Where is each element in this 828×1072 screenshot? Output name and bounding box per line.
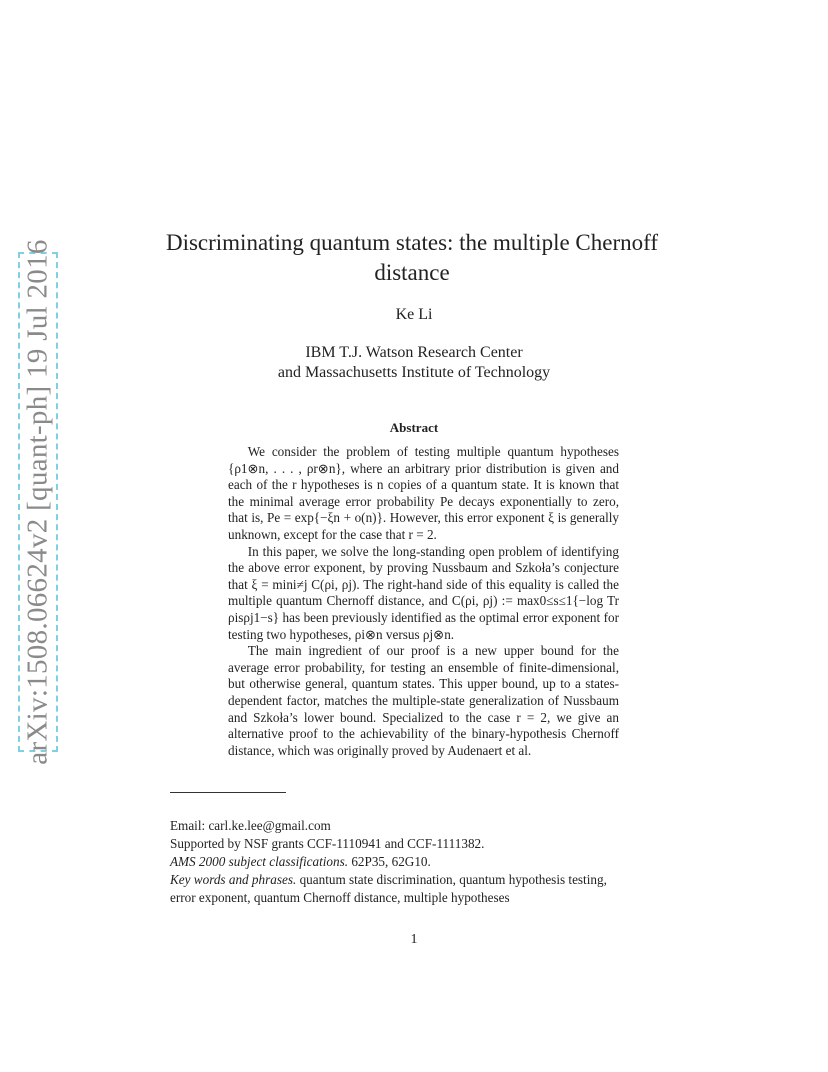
abstract-paragraph-text: The main ingredient of our proof is a new upper bound for the average error probability, for testing an ensemble of finite-dimensional, but otherwise general, quantum states. This upper bound, up to a states-dependent factor, matches the multiple-state generalization of Nussbaum and Szkoła’s lower bound. Specialized to the case r = 2, we give an alternative proof to the achievability of the binary-hypothesis Chernoff distance, which was originally proved by Audenaert et al. <box>228 643 619 758</box>
keywords-line-1: quantum state discrimination, quantum hypothesis testing, <box>296 872 607 887</box>
abstract-paragraph-text: In this paper, we solve the long-standing open problem of identifying the above error exponent, by proving Nussbaum and Szkoła’s conjecture that ξ = mini≠j C(ρi, ρj). The right-hand side of this equality is called the multiple quantum Chernoff distance, and C(ρi, ρj) := max0≤s≤1{−log Tr ρisρj1−s} has been previously identified as the optimal error exponent for testing two hypotheses, ρi⊗n versus ρj⊗n. <box>228 543 619 642</box>
page-number: 1 <box>410 932 418 947</box>
footnote-ams <box>170 853 650 871</box>
footnote-rule <box>170 792 286 793</box>
abstract-heading: Abstract <box>389 420 439 435</box>
footnote-keywords-continued: error exponent, quantum Chernoff distance, multiple hypotheses <box>170 890 510 905</box>
arxiv-side-stamp <box>18 239 58 765</box>
footnotes <box>170 817 650 907</box>
abstract-paragraph <box>228 544 619 644</box>
abstract-paragraph-text: We consider the problem of testing multiple quantum hypotheses {ρ1⊗n, . . . , ρr⊗n}, where an arbitrary prior distribution is given and each of the r hypotheses is n copies of a quantum state. It is known that the minimal average error probability Pe decays exponentially to zero, that is, Pe = exp{−ξn + o(n)}. However, this error exponent ξ is generally unknown, except for the case that r = 2. <box>228 444 619 542</box>
paper-title: Discriminating quantum states: the multiple Chernoff distance <box>165 230 659 285</box>
keywords-label: Key words and phrases. <box>170 872 297 887</box>
author-name: Ke Li <box>395 306 433 323</box>
footnote-email: Email: carl.ke.lee@gmail.com <box>170 818 331 833</box>
footnote-keywords <box>170 871 650 889</box>
affiliation-line-1: IBM T.J. Watson Research Center <box>305 344 523 361</box>
abstract-body <box>228 444 619 759</box>
ams-label: AMS 2000 subject classifications. <box>170 854 349 869</box>
affiliation-line-2: and Massachusetts Institute of Technology <box>277 364 551 381</box>
footnote-support: Supported by NSF grants CCF-1110941 and CCF-1111382. <box>170 836 485 851</box>
abstract-paragraph <box>228 444 619 544</box>
abstract-paragraph <box>228 643 619 759</box>
ams-codes: 62P35, 62G10. <box>348 854 431 869</box>
arxiv-identifier: arXiv:1508.06624v2 [quant-ph] 19 Jul 2016 <box>21 239 54 765</box>
affiliation <box>0 343 828 383</box>
